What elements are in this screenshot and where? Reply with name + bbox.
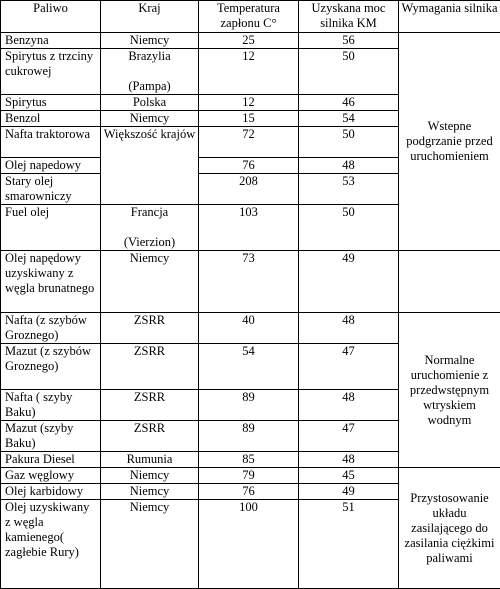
country-cell: Rumunia — [101, 452, 199, 468]
table-row — [1, 313, 500, 344]
country-cell: Niemcy — [101, 484, 199, 500]
temp-cell: 40 — [199, 313, 299, 344]
temp-cell: 76 — [199, 484, 299, 500]
country-cell: Niemcy — [101, 500, 199, 589]
temp-cell: 73 — [199, 251, 299, 313]
power-cell: 56 — [299, 33, 399, 49]
temp-cell: 12 — [199, 49, 299, 95]
temp-cell: 25 — [199, 33, 299, 49]
temp-cell: 89 — [199, 421, 299, 452]
power-cell: 48 — [299, 390, 399, 421]
table-row — [1, 468, 500, 484]
fuel-cell: Benzol — [1, 111, 101, 127]
power-cell: 50 — [299, 49, 399, 95]
country-cell: Francja (Vierzion) — [101, 205, 199, 251]
fuel-cell: Gaz węglowy — [1, 468, 101, 484]
temp-cell: 12 — [199, 95, 299, 111]
country-cell: ZSRR — [101, 313, 199, 344]
country-cell: Polska — [101, 95, 199, 111]
power-cell: 47 — [299, 344, 399, 390]
fuel-cell: Nafta traktorowa — [1, 127, 101, 158]
power-cell: 51 — [299, 500, 399, 589]
fuel-cell: Fuel olej — [1, 205, 101, 251]
power-cell: 48 — [299, 158, 399, 174]
temp-cell: 72 — [199, 127, 299, 158]
fuel-cell: Spirytus z trzciny cukrowej — [1, 49, 101, 95]
table-row — [1, 33, 500, 49]
power-cell: 48 — [299, 452, 399, 468]
requirement-cell: Przystosowanie układu zasilającego do zasilania ciężkimi paliwami — [399, 468, 500, 589]
fuel-cell: Olej napędowy uzyskiwany z węgla brunatnego — [1, 251, 101, 313]
fuel-cell: Olej napedowy — [1, 158, 101, 174]
power-cell: 53 — [299, 174, 399, 205]
fuel-cell: Spirytus — [1, 95, 101, 111]
country-cell: ZSRR — [101, 344, 199, 390]
temp-cell: 15 — [199, 111, 299, 127]
fuel-cell: Mazut (szyby Baku) — [1, 421, 101, 452]
header-fuel: Paliwo — [1, 1, 101, 33]
country-cell: ZSRR — [101, 421, 199, 452]
power-cell: 45 — [299, 468, 399, 484]
requirement-cell-empty — [399, 251, 500, 313]
header-power: Uzyskana moc silnika KM — [299, 1, 399, 33]
header-requirements: Wymagania silnika — [399, 1, 500, 33]
temp-cell: 54 — [199, 344, 299, 390]
power-cell: 47 — [299, 421, 399, 452]
fuel-cell: Benzyna — [1, 33, 101, 49]
temp-cell: 89 — [199, 390, 299, 421]
requirement-cell: Normalne uruchomienie z przedwstępnym wtryskiem wodnym — [399, 313, 500, 468]
temp-cell: 208 — [199, 174, 299, 205]
power-cell: 50 — [299, 127, 399, 158]
country-cell: Niemcy — [101, 111, 199, 127]
fuel-cell: Nafta (z szybów Groznego) — [1, 313, 101, 344]
country-cell: Brazylia (Pampa) — [101, 49, 199, 95]
power-cell: 46 — [299, 95, 399, 111]
temp-cell: 100 — [199, 500, 299, 589]
power-cell: 54 — [299, 111, 399, 127]
temp-cell: 85 — [199, 452, 299, 468]
country-cell: Niemcy — [101, 251, 199, 313]
fuel-cell: Nafta ( szyby Baku) — [1, 390, 101, 421]
table-row — [1, 251, 500, 313]
fuel-cell: Mazut (z szybów Groznego) — [1, 344, 101, 390]
temp-cell: 76 — [199, 158, 299, 174]
country-cell: ZSRR — [101, 390, 199, 421]
power-cell: 48 — [299, 313, 399, 344]
fuel-cell: Olej uzyskiwany z węgla kamienego( zagłebie Rury) — [1, 500, 101, 589]
power-cell: 49 — [299, 251, 399, 313]
fuel-cell: Stary olej smarowniczy — [1, 174, 101, 205]
country-cell: Niemcy — [101, 468, 199, 484]
country-cell: Niemcy — [101, 33, 199, 49]
header-temp: Temperatura zapłonu C° — [199, 1, 299, 33]
temp-cell: 103 — [199, 205, 299, 251]
country-cell: Większość krajów — [101, 127, 199, 205]
fuel-cell: Pakura Diesel — [1, 452, 101, 468]
power-cell: 50 — [299, 205, 399, 251]
fuel-cell: Olej karbidowy — [1, 484, 101, 500]
temp-cell: 79 — [199, 468, 299, 484]
header-row — [1, 1, 500, 33]
header-country: Kraj — [101, 1, 199, 33]
requirement-cell: Wstepne podgrzanie przed uruchomieniem — [399, 33, 500, 251]
power-cell: 49 — [299, 484, 399, 500]
